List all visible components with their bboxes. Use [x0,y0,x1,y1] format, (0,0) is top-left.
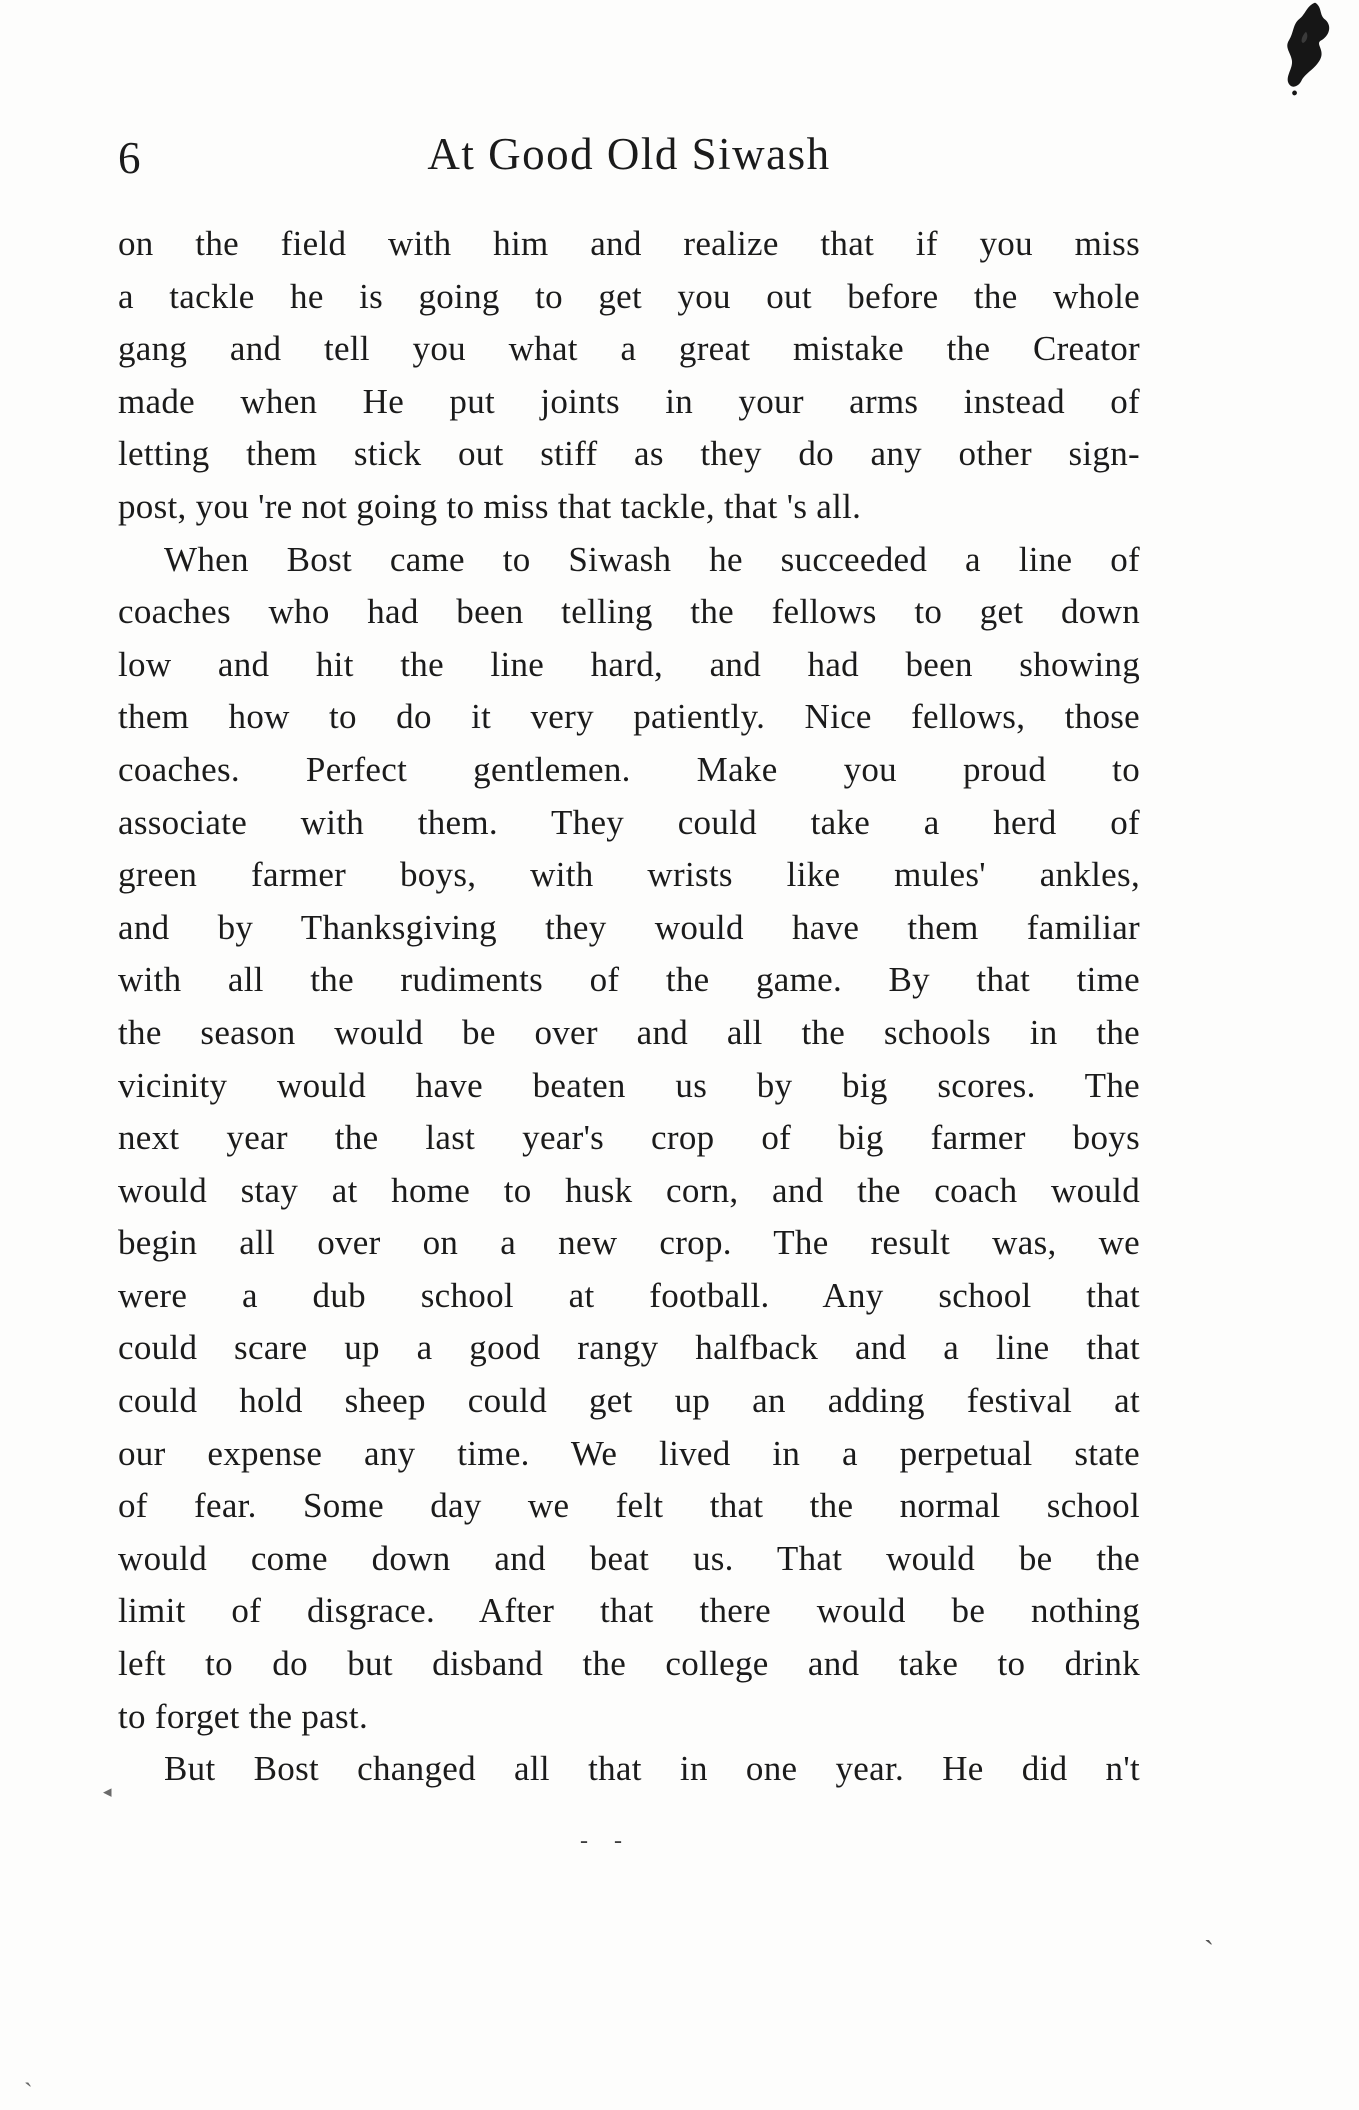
text-line: vicinity would have beaten us by big scores. The [118,1065,1140,1105]
text-line: But Bost changed all that in one year. He did n't [164,1749,1140,1789]
page-header [118,128,1140,192]
text-line: of fear. Some day we felt that the normal school [118,1486,1140,1526]
paragraph [118,1743,1140,1796]
text-line: coaches who had been telling the fellows to get down [118,592,1140,632]
text-line: to forget the past. [118,1696,368,1736]
text-line: them how to do it very patiently. Nice fellows, those [118,697,1140,737]
text-line: green farmer boys, with wrists like mules' ankles, [118,855,1140,895]
page-title: At Good Old Siwash [427,129,831,179]
text-line: letting them stick out stiff as they do any other sign- [118,434,1140,474]
page-body [118,218,1140,1796]
text-line: with all the rudiments of the game. By that time [118,960,1140,1000]
scan-artifact-caret: ◂ [103,1782,112,1801]
text-line: could hold sheep could get up an adding festival at [118,1381,1140,1421]
text-line: left to do but disband the college and take to drink [118,1644,1140,1684]
paragraph [118,534,1140,1744]
ink-blot [1275,0,1339,103]
text-line: and by Thanksgiving they would have them familiar [118,907,1140,947]
scan-artifact-dashes: - - [580,1828,624,1854]
paragraph [118,218,1140,534]
text-line: made when He put joints in your arms instead of [118,381,1140,421]
text-line: were a dub school at football. Any school that [118,1275,1140,1315]
text-line: associate with them. They could take a herd of [118,802,1140,842]
text-line: low and hit the line hard, and had been showing [118,644,1140,684]
text-line: When Bost came to Siwash he succeeded a line of [164,539,1140,579]
text-line: post, you 're not going to miss that tackle, that 's all. [118,486,862,526]
page-number: 6 [118,133,142,183]
text-line: next year the last year's crop of big farmer boys [118,1118,1140,1158]
text-line: the season would be over and all the schools in the [118,1012,1140,1052]
text-line: our expense any time. We lived in a perpetual state [118,1433,1140,1473]
scan-artifact-corner-tick: ˎ [24,2058,33,2087]
scan-artifact-right-tick: ˏ [1204,1912,1214,1945]
text-line: could scare up a good rangy halfback and a line that [118,1328,1140,1368]
text-line: would stay at home to husk corn, and the coach would [118,1170,1140,1210]
text-line: coaches. Perfect gentlemen. Make you proud to [118,749,1140,789]
text-line: gang and tell you what a great mistake the Creator [118,329,1140,369]
text-line: on the field with him and realize that if you miss [118,224,1140,263]
text-line: begin all over on a new crop. The result was, we [118,1223,1140,1263]
text-line: limit of disgrace. After that there would be nothing [118,1591,1140,1631]
text-line: a tackle he is going to get you out before the whole [118,276,1140,316]
text-line: would come down and beat us. That would be the [118,1538,1140,1578]
